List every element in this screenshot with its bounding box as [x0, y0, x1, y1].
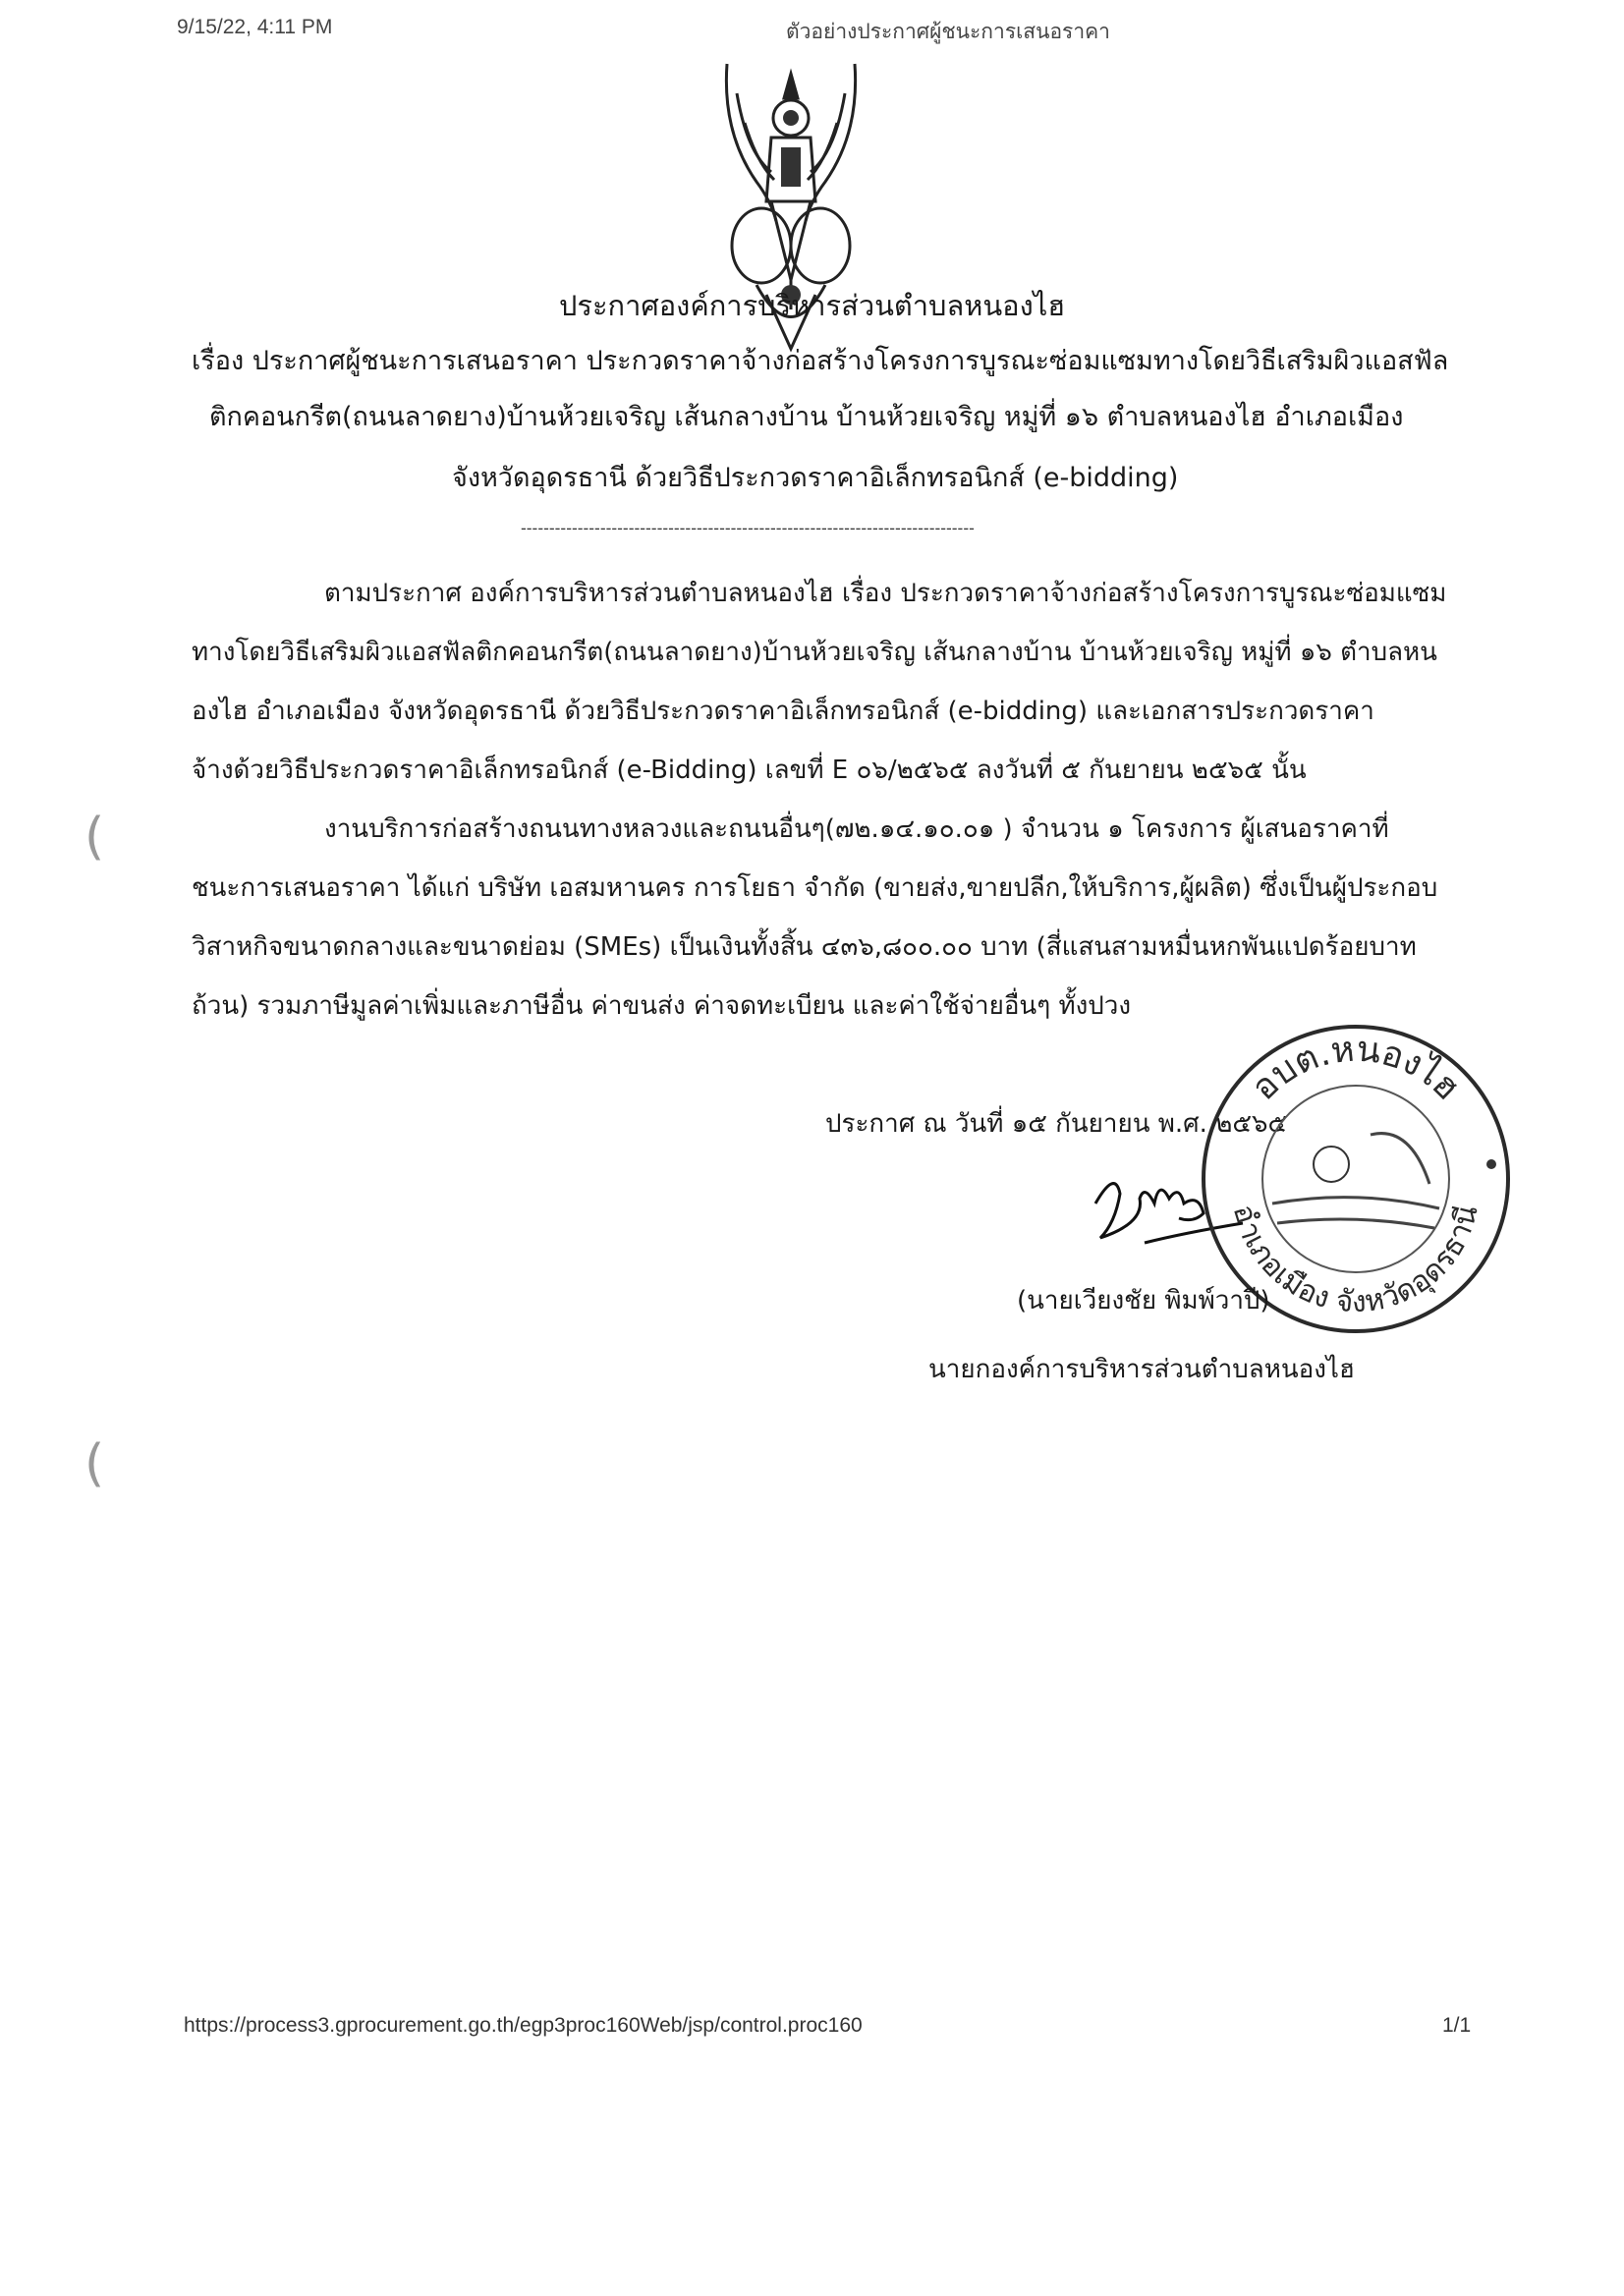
print-page-title: ตัวอย่างประกาศผู้ชนะการเสนอราคา — [786, 21, 1110, 43]
paragraph2-line-4: ถ้วน) รวมภาษีมูลค่าเพิ่มและภาษีอื่น ค่าขนส่ง ค่าจดทะเบียน และค่าใช้จ่ายอื่นๆ ทั้งปวง — [192, 991, 1132, 1021]
announcement-date: ประกาศ ณ วันที่ ๑๕ กันยายน พ.ศ. ๒๕๖๕ — [825, 1109, 1288, 1139]
print-datetime: 9/15/22, 4:11 PM — [177, 16, 333, 38]
separator-line: -------------------------------------------------------------------------------- — [521, 519, 975, 537]
paragraph1-line-1: ตามประกาศ องค์การบริหารส่วนตำบลหนองไฮ เรื่อง ประกวดราคาจ้างก่อสร้างโครงการบูรณะซ่อมแซม — [324, 579, 1447, 608]
signer-position: นายกองค์การบริหารส่วนตำบลหนองไฮ — [928, 1355, 1355, 1384]
paragraph2-line-2: ชนะการเสนอราคา ได้แก่ บริษัท เอสมหานคร การโยธา จำกัด (ขายส่ง,ขายปลีก,ให้บริการ,ผู้ผลิต) ซึ่งเป็นผู้ประกอบ — [192, 873, 1438, 903]
paragraph1-line-2: ทางโดยวิธีเสริมผิวแอสฟัลติกคอนกรีต(ถนนลาดยาง)บ้านห้วยเจริญ เส้นกลางบ้าน บ้านห้วยเจริญ หมู่ที่ ๑๖ ตำบลหน — [192, 638, 1437, 667]
print-footer-page: 1/1 — [1442, 2014, 1472, 2037]
svg-text:อบต.หนองไฮ: อบต.หนองไฮ — [1244, 1029, 1468, 1109]
issuer-heading: ประกาศองค์การบริหารส่วนตำบลหนองไฮ — [558, 289, 1066, 322]
paragraph1-line-3: องไฮ อำเภอเมือง จังหวัดอุดรธานี ด้วยวิธีประกวดราคาอิเล็กทรอนิกส์ (e-bidding) และเอกสารประกวดราคา — [192, 697, 1374, 726]
signer-name: (นายเวียงชัย พิมพ์วาปี) — [1017, 1286, 1270, 1316]
print-footer-url: https://process3.gprocurement.go.th/egp3proc160Web/jsp/control.proc160 — [184, 2014, 863, 2037]
subject-line-2: ติกคอนกรีต(ถนนลาดยาง)บ้านห้วยเจริญ เส้นกลางบ้าน บ้านห้วยเจริญ หมู่ที่ ๑๖ ตำบลหนองไฮ อำเภอเมือง — [209, 402, 1404, 432]
subject-line-1: เรื่อง ประกาศผู้ชนะการเสนอราคา ประกวดราคาจ้างก่อสร้างโครงการบูรณะซ่อมแซมทางโดยวิธีเสริมผิวแอสฟัล — [192, 346, 1449, 376]
paragraph1-line-4: จ้างด้วยวิธีประกวดราคาอิเล็กทรอนิกส์ (e-Bidding) เลขที่ E ๐๖/๒๕๖๕ ลงวันที่ ๕ กันยายน ๒๕๖๕ นั้น — [192, 756, 1307, 785]
paragraph2-line-3: วิสาหกิจขนาดกลางและขนาดย่อม (SMEs) เป็นเงินทั้งสิ้น ๔๓๖,๘๐๐.๐๐ บาท (สี่แสนสามหมื่นหกพันแปดร้อยบาท — [192, 932, 1417, 962]
paragraph2-line-1: งานบริการก่อสร้างถนนทางหลวงและถนนอื่นๆ(๗๒.๑๔.๑๐.๐๑ ) จำนวน ๑ โครงการ ผู้เสนอราคาที่ — [324, 814, 1389, 844]
punch-hole-mark: ( — [84, 808, 105, 867]
svg-text:อำเภอเมือง จังหวัดอุดรธานี: อำเภอเมือง จังหวัดอุดรธานี — [1225, 1201, 1485, 1320]
punch-hole-mark: ( — [84, 1434, 105, 1493]
subject-line-3: จังหวัดอุดรธานี ด้วยวิธีประกวดราคาอิเล็กทรอนิกส์ (e-bidding) — [452, 463, 1179, 493]
